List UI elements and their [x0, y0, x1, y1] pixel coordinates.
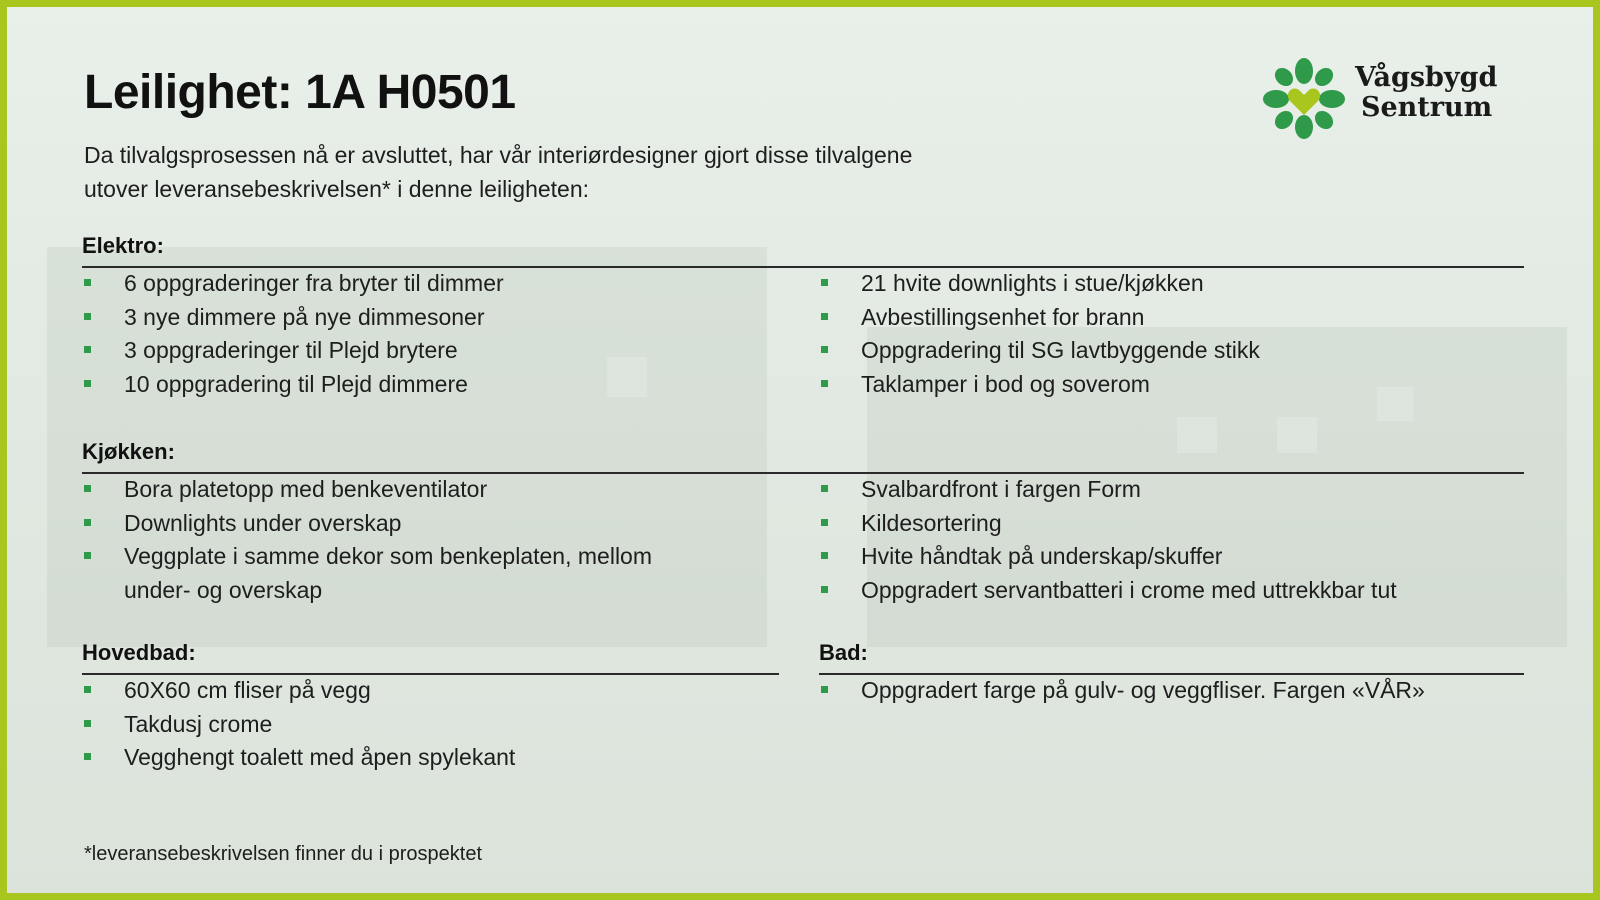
- bullet-icon: [821, 586, 828, 593]
- content-panel: [7, 7, 1593, 893]
- footnote: *leveransebeskrivelsen finner du i prospektet: [84, 843, 482, 865]
- intro-text: Da tilvalgsprosessen nå er avsluttet, har vår interiørdesigner gjort disse tilvalgene utover leveransebeskrivelsen* i denne leiligheten:: [84, 142, 913, 202]
- logo-line-2: Sentrum: [1361, 92, 1493, 123]
- bullet-icon: [84, 552, 91, 559]
- hovedbad-list: [82, 674, 782, 775]
- bad-list: [819, 674, 1559, 708]
- section-title-bad: Bad:: [819, 640, 868, 665]
- bullet-icon: [84, 519, 91, 526]
- list-item: Avbestillingsenhet for brann: [819, 301, 1539, 335]
- logo-line-1: Vågsbygd: [1355, 62, 1498, 93]
- section-title-hovedbad: Hovedbad:: [82, 640, 196, 665]
- list-item: Oppgradering til SG lavtbyggende stikk: [819, 334, 1539, 368]
- bullet-icon: [821, 552, 828, 559]
- list-item: Taklamper i bod og soverom: [819, 368, 1539, 402]
- bullet-icon: [821, 485, 828, 492]
- kjokken-list-right: [819, 473, 1559, 607]
- elektro-list-right: [819, 267, 1539, 401]
- bullet-icon: [84, 279, 91, 286]
- bullet-icon: [84, 313, 91, 320]
- flower-heart-icon: [1262, 57, 1346, 141]
- bullet-icon: [84, 753, 91, 760]
- list-item: Oppgradert farge på gulv- og veggfliser. Fargen «VÅR»: [819, 674, 1559, 708]
- bullet-icon: [84, 346, 91, 353]
- bullet-icon: [84, 720, 91, 727]
- list-item: 60X60 cm fliser på vegg: [82, 674, 782, 708]
- bullet-icon: [84, 485, 91, 492]
- bullet-icon: [821, 519, 828, 526]
- list-item: Oppgradert servantbatteri i crome med uttrekkbar tut: [819, 574, 1559, 608]
- elektro-list-left: [82, 267, 782, 401]
- bullet-icon: [821, 313, 828, 320]
- list-item: 3 oppgraderinger til Plejd brytere: [82, 334, 782, 368]
- bullet-icon: [821, 346, 828, 353]
- page-title: Leilighet: 1A H0501: [84, 66, 516, 119]
- bullet-icon: [821, 380, 828, 387]
- list-item: Bora platetopp med benkeventilator: [82, 473, 682, 507]
- logo-wordmark: [1355, 63, 1497, 123]
- list-item: 10 oppgradering til Plejd dimmere: [82, 368, 782, 402]
- bullet-icon: [821, 686, 828, 693]
- list-item: Kildesortering: [819, 507, 1559, 541]
- list-item: Downlights under overskap: [82, 507, 682, 541]
- background-window: [1177, 417, 1217, 453]
- section-title-kjokken: Kjøkken:: [82, 439, 175, 464]
- list-item: Takdusj crome: [82, 708, 782, 742]
- brand-logo: [1262, 55, 1522, 145]
- background-window: [1277, 417, 1317, 453]
- list-item: 21 hvite downlights i stue/kjøkken: [819, 267, 1539, 301]
- bullet-icon: [821, 279, 828, 286]
- bullet-icon: [84, 686, 91, 693]
- list-item: Hvite håndtak på underskap/skuffer: [819, 540, 1559, 574]
- list-item: Vegghengt toalett med åpen spylekant: [82, 741, 782, 775]
- bullet-icon: [84, 380, 91, 387]
- section-title-elektro: Elektro:: [82, 233, 164, 258]
- list-item: 6 oppgraderinger fra bryter til dimmer: [82, 267, 782, 301]
- list-item: Svalbardfront i fargen Form: [819, 473, 1559, 507]
- list-item: 3 nye dimmere på nye dimmesoner: [82, 301, 782, 335]
- list-item: Veggplate i samme dekor som benkeplaten, mellom under- og overskap: [82, 540, 682, 607]
- kjokken-list-left: [82, 473, 682, 607]
